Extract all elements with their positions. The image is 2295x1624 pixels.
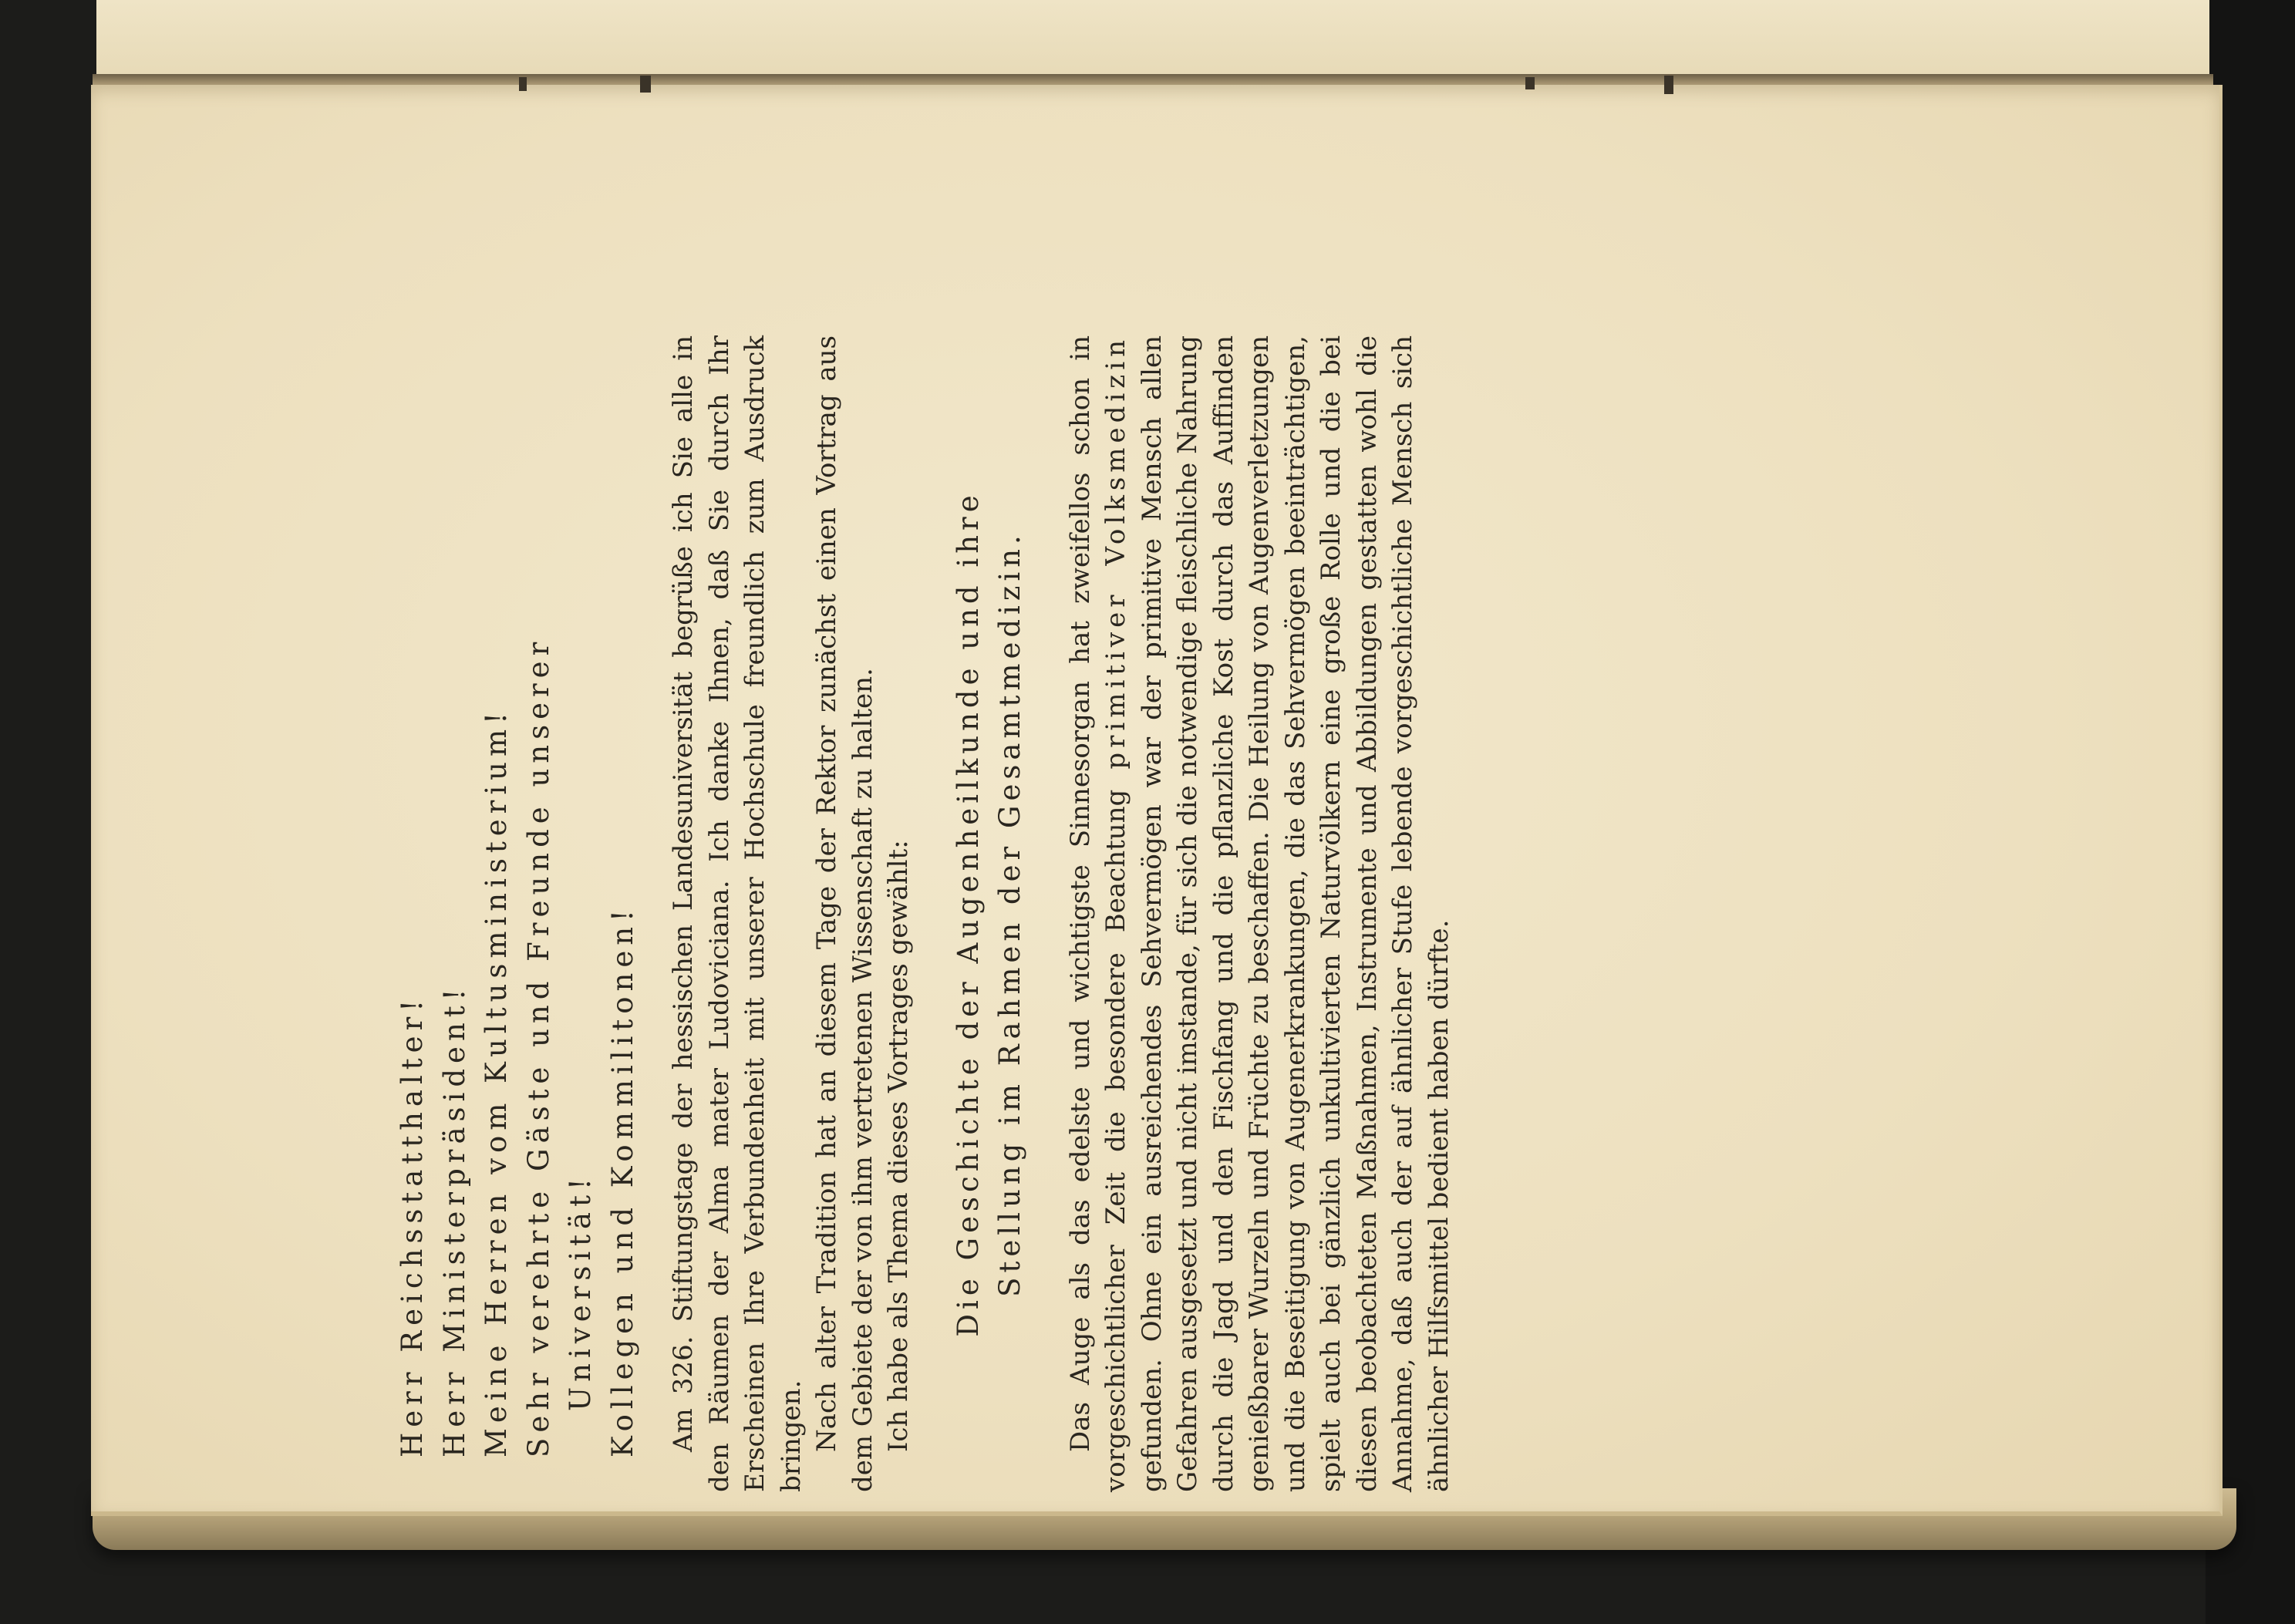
- staple-mark: [1664, 76, 1673, 94]
- salutation-line: Sehr verehrte Gäste und Freunde unserer: [521, 636, 555, 1457]
- salutation-line: Herr Reichsstatthalter!: [396, 994, 429, 1457]
- salutation-line: Meine Herren vom Kultusministerium!: [480, 707, 513, 1457]
- staple-mark: [640, 76, 651, 93]
- main-paragraph-text: Das Auge als das edelste und wichtigste Sinnesorgan hat zweifellos schon in vorgeschichtlicher Zeit die besondere Beachtung: [1064, 335, 1131, 1492]
- salutation-line: Kollegen und Kommilitonen!: [605, 905, 639, 1457]
- intro-paragraph: Nach alter Tradition hat an diesem Tage der Rektor zunächst einen Vortrag aus dem Gebiete der von ihm vertretenen Wissenschaft zu halten.: [811, 335, 878, 1492]
- lecture-title: [948, 335, 1032, 1492]
- salutation-line: Universität!: [564, 1173, 597, 1411]
- main-paragraph-text: gefunden. Ohne ein ausreichendes Sehvermögen war der primitive Mensch allen Gefahren ausgesetzt und nicht imstande, für sich die notwendige fleischliche Nahrung durch die Jagd und den Fischfang und die pflanzliche Kost durch das Auffinden genießbarer Wurzeln und Früchte zu beschaffen. Die Heilung von Augenverletzungen und die Beseitigung von Augenerkrankungen, die das Sehvermögen beeinträchtigen, spielt auch bei gänzlich unkultivierten Naturvölkern eine große Rolle und die bei diesen beobachteten Maßnahmen, Instrumente und Abbildungen gestatten wohl die Annahme, daß auch der auf ähnlicher Stufe lebende vorgeschichtliche Mensch sich ähnlicher Hilfsmittel bedient haben dürfte.: [1136, 335, 1454, 1492]
- lecture-title-line: Die Geschichte der Augenheilkunde und ihre: [951, 490, 985, 1337]
- rotated-text-block: [392, 335, 1741, 1492]
- lecture-title-line: Stellung im Rahmen der Gesamtmedizin.: [993, 531, 1026, 1297]
- salutation-line: Herr Ministerpräsident!: [437, 983, 471, 1457]
- staple-mark: [519, 77, 527, 91]
- intro-paragraph: Am 326. Stiftungstage der hessischen Landesuniversität begrüße ich Sie alle in den Räumen der Alma mater Ludoviciana. Ich danke Ihnen, daß Sie durch Ihr Erscheinen Ihre Verbundenheit mit unserer Hochschule freundlich zum Ausdruck bringen.: [668, 335, 807, 1492]
- staple-mark: [1525, 77, 1535, 89]
- salutation-list: [392, 335, 644, 1492]
- facing-page-edge: [96, 0, 2209, 77]
- main-paragraph: [1063, 335, 1458, 1492]
- emphasized-term: primitiver Volksmedizin: [1100, 335, 1131, 770]
- intro-paragraph: Ich habe als Thema dieses Vortrages gewählt:: [883, 840, 914, 1452]
- book-page: [91, 85, 2223, 1516]
